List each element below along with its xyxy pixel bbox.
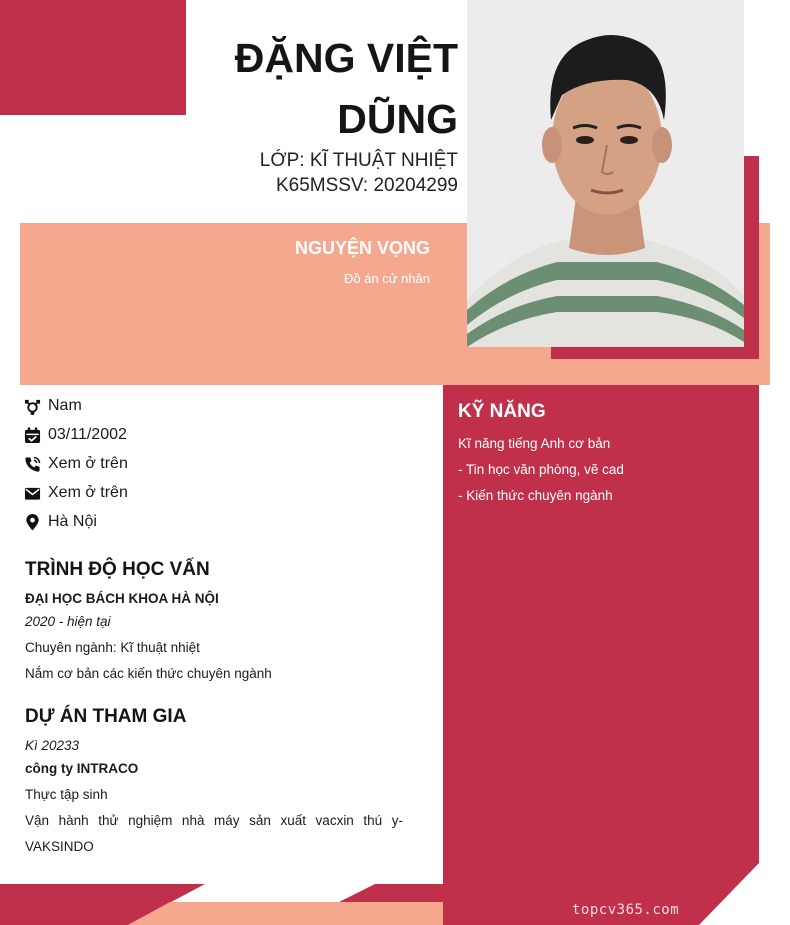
contact-gender [24, 395, 424, 417]
project-company: công ty INTRACO [25, 761, 139, 776]
location-icon [24, 514, 41, 531]
class-line-2: K65MSSV: 20204299 [275, 175, 458, 196]
calendar-icon [24, 427, 41, 444]
education-major: Chuyên ngành: Kĩ thuật nhiệt [25, 640, 200, 655]
project-desc: Vận hành thử nghiệm nhà máy sản xuất vacxin thú y-VAKSINDO [25, 813, 403, 854]
name-line-2: DŨNG [337, 96, 458, 142]
watermark: topcv365.com [572, 902, 680, 918]
candidate-name [200, 28, 458, 150]
goal-title: NGUYỆN VỌNG [294, 238, 430, 258]
skill-item: - Tin học văn phòng, vẽ cad [458, 462, 624, 477]
contact-text: Hà Nội [48, 513, 97, 530]
contact-text: Xem ở trên [48, 455, 128, 472]
projects-title: DỰ ÁN THAM GIA [25, 706, 187, 727]
skills-title: KỸ NĂNG [458, 401, 546, 422]
contact-phone [24, 453, 424, 475]
decor-bottom-salmon [128, 902, 443, 925]
education-title: TRÌNH ĐỘ HỌC VẤN [25, 559, 210, 580]
contact-text: Nam [48, 397, 82, 414]
contact-email [24, 482, 424, 504]
goal-text: Đồ án cử nhân [343, 271, 430, 286]
project-term: Kì 20233 [25, 738, 80, 753]
name-line-1: ĐẶNG VIỆT [234, 35, 458, 81]
class-info [200, 148, 458, 198]
class-line-1: LỚP: KĨ THUẬT NHIỆT [259, 150, 458, 171]
decor-block-top-left [0, 0, 186, 115]
education-desc: Nắm cơ bản các kiến thức chuyên ngành [25, 666, 272, 681]
gender-icon [24, 398, 41, 415]
contact-text: 03/11/2002 [48, 426, 127, 443]
profile-photo [467, 0, 744, 347]
skill-item: - Kiến thức chuyên ngành [458, 488, 613, 503]
email-icon [24, 485, 41, 502]
education-school: ĐẠI HỌC BÁCH KHOA HÀ NỘI [25, 591, 219, 606]
portrait-illustration [467, 0, 744, 347]
contact-location [24, 511, 424, 533]
skill-item: Kĩ năng tiếng Anh cơ bản [458, 436, 611, 451]
phone-icon [24, 456, 41, 473]
contact-text: Xem ở trên [48, 484, 128, 501]
education-period: 2020 - hiện tại [25, 614, 111, 629]
contact-birthday [24, 424, 424, 446]
project-role: Thực tập sinh [25, 787, 108, 802]
